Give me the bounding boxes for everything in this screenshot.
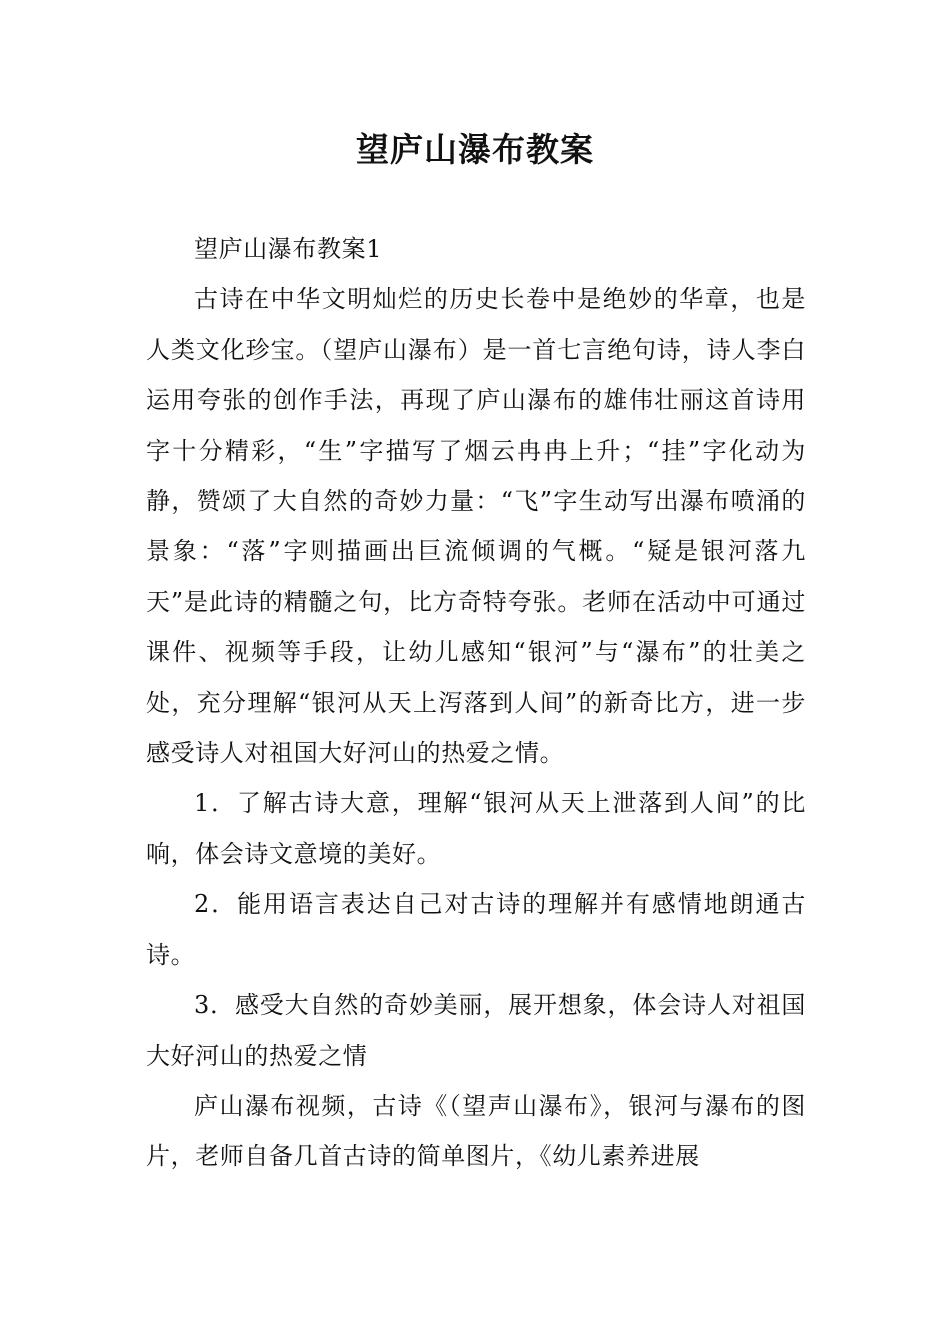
objective-3: 3．感受大自然的奇妙美丽，展开想象，体会诗人对祖国大好河山的热爱之情 [146, 991, 806, 1070]
objective-1: 1．了解古诗大意，理解“银河从天上泄落到人间”的比响，体会诗文意境的美好。 [146, 789, 806, 868]
intro-paragraph: 古诗在中华文明灿烂的历史长卷中是绝妙的华章，也是人类文化珍宝。（望庐山瀑布）是一首七言绝句诗，诗人李白运用夸张的创作手法，再现了庐山瀑布的雄伟壮丽这首诗用字十分精彩，“生”字描写了烟云冉冉上升；“挂”字化动为静，赞颂了大自然的奇妙力量：“飞”字生动写出瀑布喷涌的景象：“落”字则描画出巨流倾调的气概。“疑是银河落九天”是此诗的精髓之句，比方奇特夸张。老师在活动中可通过课件、视频等手段，让幼儿感知“银河”与“瀑布”的壮美之处，充分理解“银河从天上泻落到人间”的新奇比方，进一步感受诗人对祖国大好河山的热爱之情。 [146, 285, 806, 768]
materials-paragraph: 庐山瀑布视频，古诗《（望声山瀑布》，银河与瀑布的图片，老师自备几首古诗的简单图片，《幼儿素养进展 [146, 1091, 806, 1171]
document-title: 望庐山瀑布教案 [356, 130, 594, 169]
section-heading: 望庐山瀑布教案1 [194, 235, 383, 263]
document-body [146, 224, 806, 1182]
objective-2: 2．能用语言表达自己对古诗的理解并有感情地朗通古诗。 [146, 890, 806, 969]
